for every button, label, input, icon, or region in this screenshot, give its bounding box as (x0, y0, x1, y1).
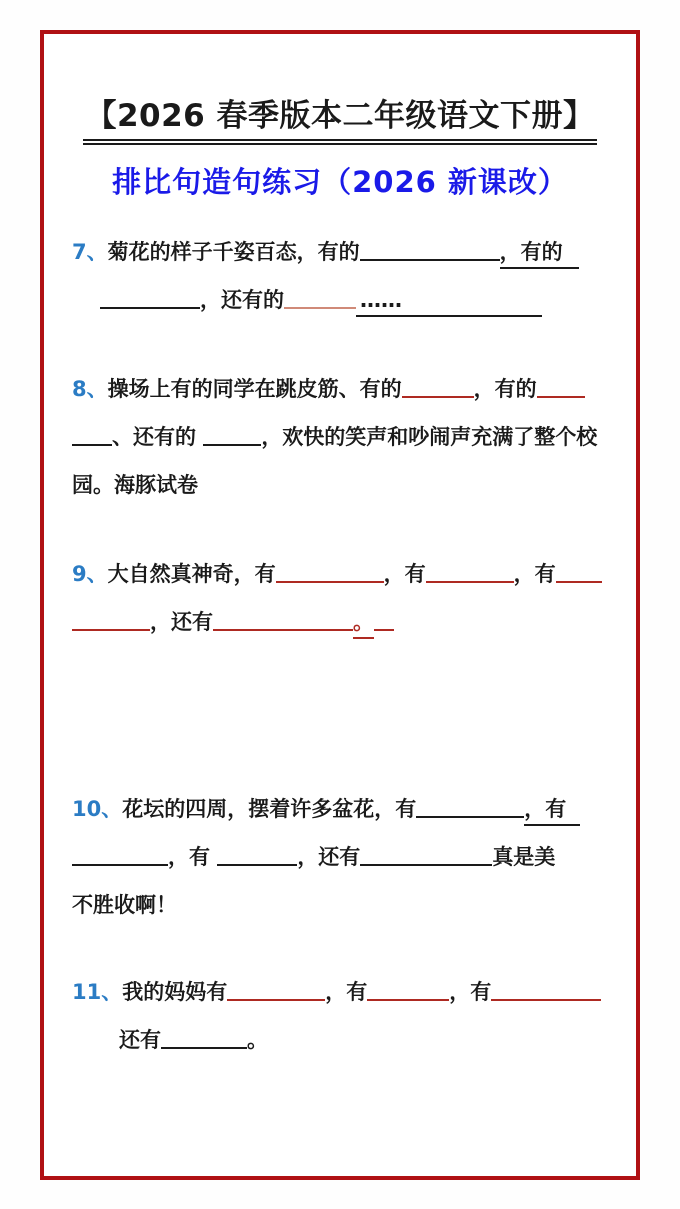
item-number: 10、 (72, 797, 123, 821)
item-number: 9、 (72, 562, 108, 586)
fill-in-blank (374, 627, 394, 631)
worksheet-subtitle: 排比句造句练习（2026 新课改） (112, 165, 568, 199)
text-segment: ，有 (168, 845, 218, 869)
item-line (72, 785, 614, 833)
fill-in-blank (72, 862, 168, 866)
text-segment: 大自然真神奇，有 (107, 562, 276, 586)
text-segment: ，还有的 (200, 288, 284, 312)
text-segment: 园。海豚试卷 (72, 473, 198, 497)
item-line (72, 550, 614, 598)
text-segment: 还有 (119, 1028, 161, 1052)
text-segment: ，有 (449, 980, 492, 1004)
item-line (72, 461, 614, 509)
fill-in-blank (72, 442, 112, 446)
item-number: 7、 (72, 240, 108, 264)
item-line (72, 228, 614, 276)
subtitle-row (44, 160, 636, 201)
item-line (72, 413, 614, 461)
fill-in-blank (367, 997, 449, 1001)
exercise-item-8 (72, 365, 614, 509)
text-segment: ，有 (325, 980, 368, 1004)
text-segment: 我的妈妈有 (122, 980, 228, 1004)
page-frame (40, 30, 640, 1180)
text-segment: ，有 (383, 562, 426, 586)
fill-in-blank (402, 394, 474, 398)
text-segment: 不胜收啊！ (72, 893, 177, 917)
fill-in-blank (416, 814, 524, 818)
item-line (72, 365, 614, 413)
text-segment: 、还有的 (112, 425, 204, 449)
item-line (72, 833, 614, 881)
text-segment: ，欢快的笑声和吵闹声充满了整个校 (261, 425, 598, 449)
text-segment: ，有的 (500, 238, 579, 269)
fill-in-blank (100, 305, 200, 309)
fill-in-blank (360, 862, 492, 866)
worksheet-title: 【2026 春季版本二年级语文下册】 (83, 90, 596, 145)
item-number: 8、 (72, 377, 108, 401)
fill-in-blank (537, 394, 585, 398)
item-line (72, 881, 614, 929)
fill-in-blank (213, 627, 353, 631)
fill-in-blank (203, 442, 261, 446)
text-segment: 真是美 (492, 845, 556, 869)
text-segment: 花坛的四周，摆着许多盆花，有 (122, 797, 417, 821)
text-segment: ，有的 (473, 377, 537, 401)
fill-in-blank (360, 257, 500, 261)
text-segment: ，有 (513, 562, 556, 586)
fill-in-blank (426, 579, 514, 583)
item-line (72, 276, 614, 324)
text-segment: ，有 (524, 795, 580, 826)
exercise-item-10 (72, 785, 614, 929)
text-segment: 操场上有的同学在跳皮筋、有的 (107, 377, 402, 401)
item-line (72, 968, 614, 1016)
fill-in-blank (227, 997, 325, 1001)
fill-in-blank (276, 579, 384, 583)
fill-in-blank (491, 997, 601, 1001)
title-row (44, 90, 636, 145)
text-segment: 。 (247, 1028, 268, 1052)
item-line (72, 1016, 614, 1064)
text-segment: ，还有 (150, 610, 213, 634)
text-segment: …… (356, 286, 542, 317)
exercise-item-7 (72, 228, 614, 324)
fill-in-blank (556, 579, 602, 583)
item-number: 11、 (72, 980, 123, 1004)
fill-in-blank (217, 862, 297, 866)
exercise-item-11 (72, 968, 614, 1064)
item-line (72, 598, 614, 646)
fill-in-blank (72, 627, 150, 631)
exercise-item-9 (72, 550, 614, 646)
text-segment: 。 (353, 608, 374, 639)
fill-in-blank (284, 305, 356, 309)
fill-in-blank (161, 1045, 247, 1049)
text-segment: ，还有 (297, 845, 361, 869)
text-segment: 菊花的样子千姿百态，有的 (107, 240, 360, 264)
